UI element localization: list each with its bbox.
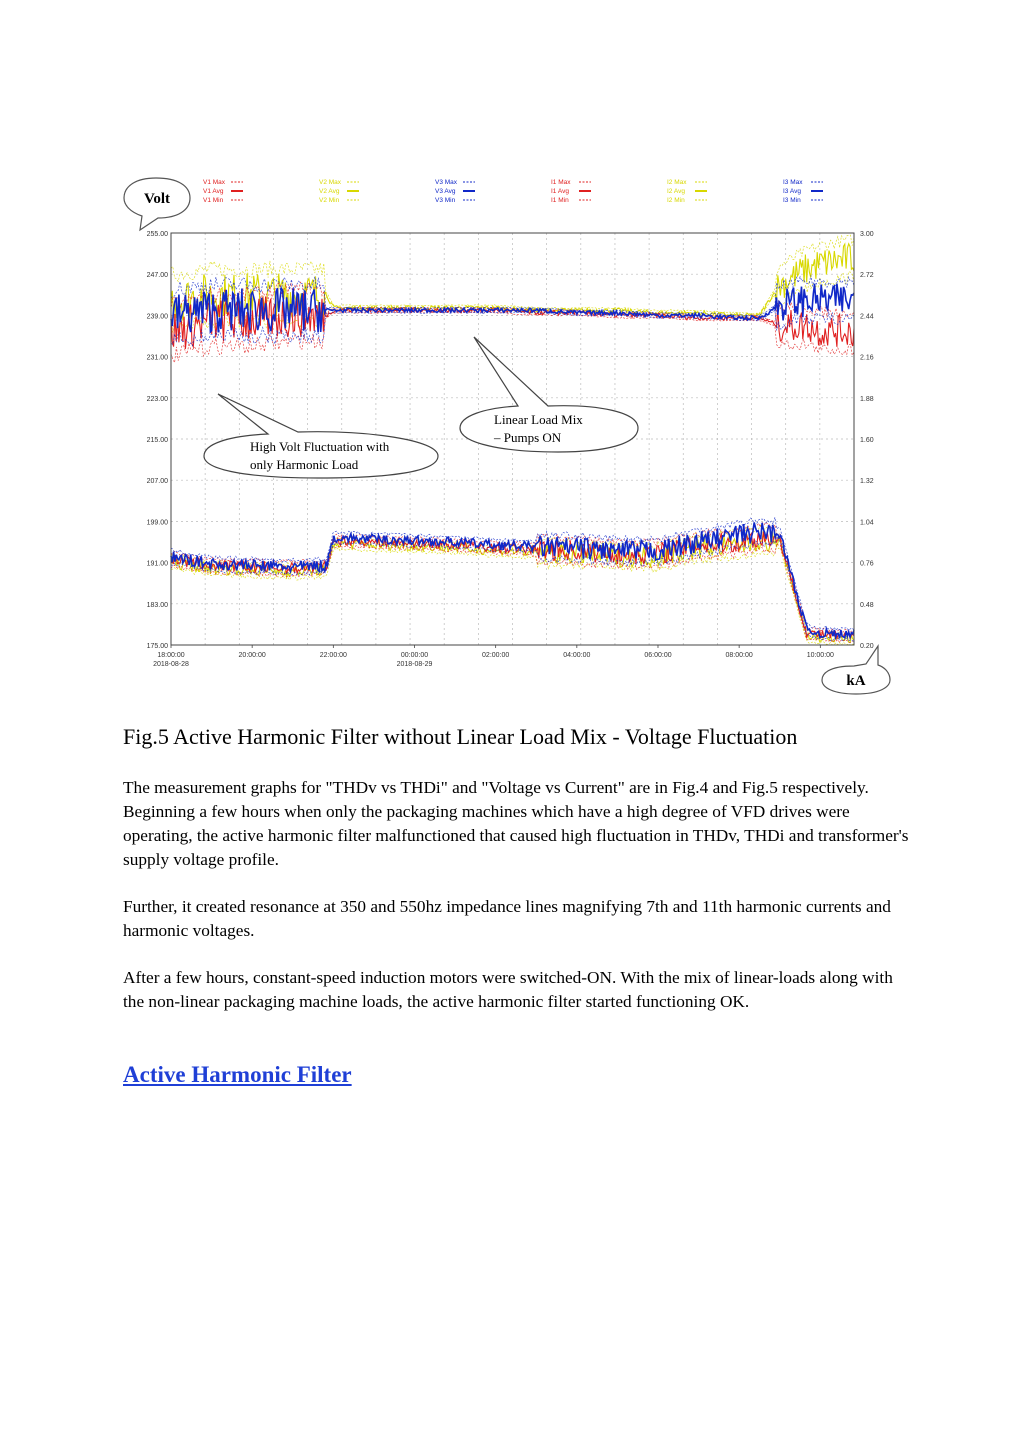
x-date-label: 2018-08-28: [153, 661, 189, 668]
legend-entry: I3 Avg: [783, 188, 801, 195]
legend-entry: I1 Min: [551, 197, 569, 204]
x-tick-label: 10:00:00: [806, 652, 834, 659]
y-tick-left: 175.00: [146, 643, 168, 650]
legend-entry: I1 Avg: [551, 188, 569, 195]
legend-entry: V1 Max: [203, 179, 226, 186]
legend-entry: V2 Avg: [319, 188, 340, 195]
figure: [118, 172, 905, 698]
x-tick-label: 22:00:00: [319, 652, 347, 659]
legend-entry: V1 Avg: [203, 188, 224, 195]
legend-entry: I2 Avg: [667, 188, 685, 195]
y-tick-left: 231.00: [146, 354, 168, 362]
y-tick-left: 207.00: [146, 478, 168, 486]
legend-entry: I2 Max: [667, 179, 687, 186]
x-tick-label: 06:00:00: [644, 652, 672, 659]
legend-entry: I1 Max: [551, 179, 571, 186]
voltage-current-chart: [118, 172, 905, 698]
x-tick-label: 00:00:00: [400, 652, 429, 659]
active-harmonic-filter-link[interactable]: Active Harmonic Filter: [123, 1062, 352, 1087]
y-tick-left: 223.00: [146, 395, 168, 403]
x-date-label: 2018-08-29: [396, 661, 433, 668]
y-tick-right: 1.60: [860, 437, 874, 444]
legend-entry: V1 Min: [203, 197, 224, 204]
y-tick-right: 0.48: [860, 601, 874, 609]
callout-linear-line1: Linear Load Mix: [494, 412, 583, 427]
legend-entry: V3 Max: [435, 179, 458, 186]
legend-entry: I3 Max: [783, 179, 803, 186]
y-tick-right: 0.76: [860, 560, 874, 568]
y-tick-right: 1.04: [860, 519, 874, 527]
legend-entry: V3 Min: [435, 197, 456, 204]
y-tick-left: 191.00: [146, 560, 168, 568]
legend-entry: I3 Min: [783, 197, 801, 204]
y-tick-right: 1.88: [860, 395, 874, 403]
y-tick-left: 215.00: [146, 437, 168, 444]
legend-entry: V3 Avg: [435, 188, 456, 195]
y-tick-right: 0.20: [860, 643, 874, 650]
y-tick-right: 1.32: [860, 478, 874, 486]
x-tick-label: 02:00:00: [482, 652, 510, 659]
legend-entry: V2 Min: [319, 197, 340, 204]
y-tick-right: 2.72: [860, 272, 874, 280]
legend-entry: I2 Min: [667, 197, 685, 204]
paragraph-1: The measurement graphs for "THDv vs THDi" and "Voltage vs Current" are in Fig.4 and Fig.5 respectively. Beginning a few hours when only the packaging machines which have a high degree of VFD drives were operating, the active harmonic filter malfunctioned that caused high fluctuation in THDv, THDi and transformer's supply voltage profile.: [123, 778, 909, 869]
x-tick-label: 08:00:00: [725, 652, 753, 659]
x-tick-label: 04:00:00: [563, 652, 591, 659]
paragraph-2: Further, it created resonance at 350 and 550hz impedance lines magnifying 7th and 11th harmonic currents and harmonic voltages.: [123, 897, 891, 940]
callout-harmonic-line2: only Harmonic Load: [250, 457, 359, 472]
y-tick-right: 3.00: [860, 231, 874, 238]
y-tick-left: 183.00: [146, 601, 168, 609]
ka-unit-label: kA: [846, 673, 866, 689]
y-tick-left: 199.00: [146, 519, 168, 527]
x-tick-label: 18:00:00: [157, 652, 185, 659]
x-tick-label: 20:00:00: [238, 652, 266, 659]
volt-unit-label: Volt: [143, 191, 171, 207]
y-tick-left: 255.00: [146, 231, 168, 238]
callout-linear-line2: – Pumps ON: [494, 430, 562, 445]
paragraph-3: After a few hours, constant-speed induction motors were switched-ON. With the mix of linear-loads along with the non-linear packaging machine loads, the active harmonic filter started functioning OK.: [123, 968, 893, 1011]
y-tick-right: 2.44: [860, 313, 874, 321]
y-tick-left: 239.00: [146, 313, 168, 321]
y-tick-left: 247.00: [146, 272, 168, 280]
callout-harmonic-line1: High Volt Fluctuation with: [250, 439, 390, 454]
figure-caption: Fig.5 Active Harmonic Filter without Linear Load Mix - Voltage Fluctuation: [123, 724, 798, 749]
y-tick-right: 2.16: [860, 354, 874, 362]
legend-entry: V2 Max: [319, 179, 342, 186]
